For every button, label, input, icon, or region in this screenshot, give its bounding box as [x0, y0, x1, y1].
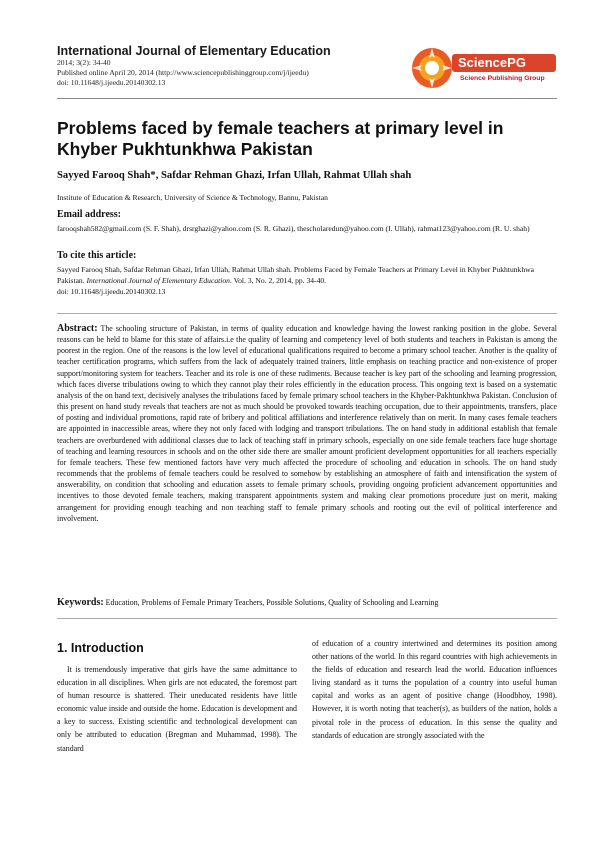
author-list: Sayyed Farooq Shah*, Safdar Rehman Ghazi, Irfan Ullah, Rahmat Ullah shah	[57, 170, 412, 181]
journal-title: International Journal of Elementary Education	[57, 44, 331, 58]
abstract-text: The schooling structure of Pakistan, in terms of quality education and knowledge having the lowest ranking position in the globe. Several reasons can be held to blame for this state of affairs.i.e the quality of learning and competency level of both students and teachers in Pakistan is among the poorest in the region. One of the reasons is the low level of educational qualifications required to become a primary school teacher. Another is the quality of teacher certification programs, which suffers from the lack of adequately trained trainers, little emphasis on teaching practice and non-existence of proper support/monitoring system for teachers. Teacher and its role is one of these rudiments. Because teacher is key part of the schooling and learning progression, which faces diverse tribulations owing to which they cannot play their roles efficiently in the education process. This ongoing text is based on a systematic analysis of the on hand text, decisively analyses the tribulations faced by female primary school teachers in the Khyber-Pakhtunkhwa Pakistan. Conclusion of this present on hand study reveals that teachers are not as much should be provoked towards teaching occupation, due to their appointments, transfers, place of posting and individual promotions, rapid rate of bribery and political affiliations and interference relatively than on merit. In many cases female teachers are appointed in inaccessible areas, where they not only faced with lodging and transport tribulations. The on hand study in additional establish that female teachers are overburdened with additional classes due to lack of teaching staff in primary schools, especially on one side female teachers face huge shortage of teaching and learning resources in schools and on the other side there are smaller amount proficient development opportunities for all teachers especially for female teachers. These few mentioned factors have very much affected the procedure of schooling and education in schools. The on hand study recommends that the problems of female teachers could be resolved to somehow by establishing an atmosphere of faith and intensification the system of answerability, on condition that schooling and education assets to female primary schools, providing ongoing proficient advancement opportunities and incentives to those devoted female teachers, making transparent appointments system and making clear promotions procedure just on merit, making arrangement for providing enough teaching and non teaching staff to female primary schools and rooting out the evil of political interference and involvement.	[57, 324, 558, 523]
abstract-divider	[57, 313, 557, 314]
header-divider	[57, 98, 557, 99]
email-heading: Email address:	[57, 209, 121, 220]
keywords-label: Keywords:	[57, 597, 104, 608]
email-list: farooqshah582@gmail.com (S. F. Shah), drsrghazi@yahoo.com (S. R. Ghazi), thescholaredun@yahoo.com (I. Ullah), rahmat123@yahoo.com (R. U. shah)	[57, 224, 530, 233]
paper-title: Problems faced by female teachers at primary level in Khyber Pukhtunkhwa Pakistan	[57, 118, 504, 159]
citation-doi: doi: 10.11648/j.ijeedu.20140302.13	[57, 287, 166, 296]
keywords-text: Education, Problems of Female Primary Teachers, Possible Solutions, Quality of Schooling and Learning	[105, 598, 439, 607]
published-line: Published online April 20, 2014 (http://www.sciencepublishinggroup.com/j/ijeedu)	[57, 68, 309, 77]
intro-left-column: It is tremendously imperative that girls have the same admittance to education in all disciplines. When girls are not educated, the foremost part of human resource is shattered. Their uneducated residents have little economic value inside and outside the home. Education is development and a key to success. Existing scientific and technological development can only be attributed to education (Bregman and Muhammad, 1998). The standard	[57, 665, 297, 753]
logo-tagline: Science Publishing Group	[460, 75, 545, 82]
keywords-divider	[57, 618, 557, 619]
keywords	[57, 597, 557, 608]
abstract	[57, 323, 557, 524]
doi-line: doi: 10.11648/j.ijeedu.20140302.13	[57, 78, 166, 87]
abstract-label: Abstract:	[57, 323, 98, 334]
intro-right-column: of education of a country intertwined and determines its position among other nations of the world. In this regard countries with high achievements in the fields of education and research lead the world. Education influences living standard as it turns the population of a country into useful human capital and works as an agent of positive change (Hoodbhoy, 1998). However, it is worth noting that teacher(s), as builders of the nation, holds a pivotal role in the process of education. In this sense the quality and standards of education are strongly associated with the	[312, 639, 557, 740]
cite-heading: To cite this article:	[57, 250, 137, 261]
section-heading: 1. Introduction	[57, 641, 144, 655]
citation-tail: . Vol. 3, No. 2, 2014, pp. 34-40.	[229, 276, 327, 285]
volume-line: 2014; 3(2): 34-40	[57, 58, 111, 67]
citation	[57, 264, 557, 297]
affiliation: Institute of Education & Research, University of Science & Technology, Bannu, Pakistan	[57, 193, 328, 202]
citation-main: Sayyed Farooq Shah, Safdar Rehman Ghazi, Irfan Ullah, Rahmat Ullah shah. Problems Faced by Female Teachers at Primary Level in Khyber Pukhtunkhwa Pakistan.	[57, 265, 534, 285]
citation-journal: International Journal of Elementary Education	[86, 276, 230, 285]
logo-brand: SciencePG	[458, 55, 526, 70]
sciencepg-logo	[408, 44, 558, 92]
